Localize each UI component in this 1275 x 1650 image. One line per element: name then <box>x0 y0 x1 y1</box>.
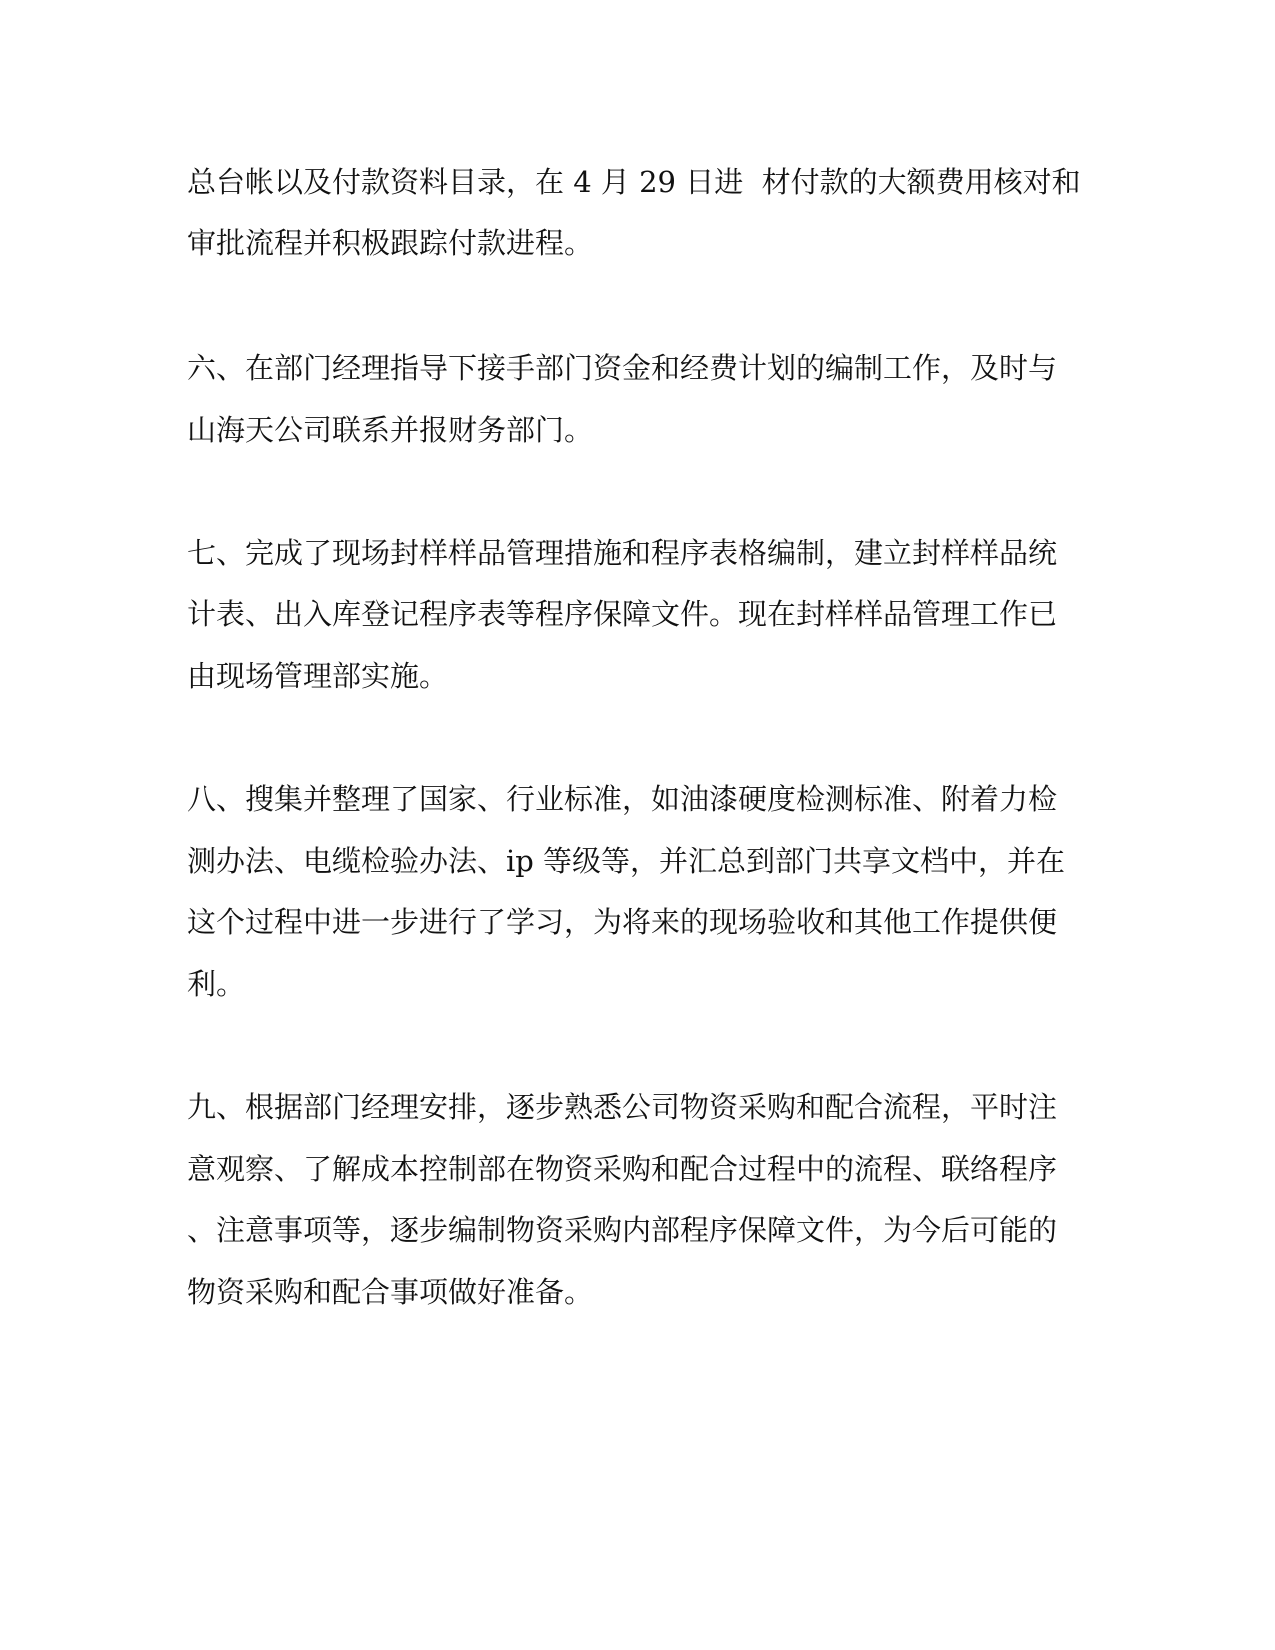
text-line: 九、根据部门经理安排，逐步熟悉公司物资采购和配合流程，平时注 <box>187 1090 1058 1124</box>
text-line: 测办法、电缆检验办法、ip 等级等，并汇总到部门共享文档中，并在 <box>187 844 1066 878</box>
text-line: 、注意事项等，逐步编制物资采购内部程序保障文件，为今后可能的 <box>187 1213 1058 1247</box>
text-line: 七、完成了现场封样样品管理措施和程序表格编制，建立封样样品统 <box>187 536 1058 570</box>
text-line: 计表、出入库登记程序表等程序保障文件。现在封样样品管理工作已 <box>187 597 1058 631</box>
text-line: 六、在部门经理指导下接手部门资金和经费计划的编制工作，及时与 <box>187 351 1058 385</box>
text-line: 利。 <box>187 967 246 1001</box>
text-line: 山海天公司联系并报财务部门。 <box>187 413 594 447</box>
text-line: 意观察、了解成本控制部在物资采购和配合过程中的流程、联络程序 <box>187 1152 1058 1186</box>
text-line: 审批流程并积极跟踪付款进程。 <box>187 226 594 260</box>
text-line: 这个过程中进一步进行了学习，为将来的现场验收和其他工作提供便 <box>187 905 1058 939</box>
text-line: 由现场管理部实施。 <box>187 659 449 693</box>
text-line: 物资采购和配合事项做好准备。 <box>187 1275 594 1309</box>
text-line: 总台帐以及付款资料目录，在 4 月 29 日进 材付款的大额费用核对和 <box>187 165 1081 199</box>
text-line: 八、搜集并整理了国家、行业标准，如油漆硬度检测标准、附着力检 <box>187 782 1058 816</box>
